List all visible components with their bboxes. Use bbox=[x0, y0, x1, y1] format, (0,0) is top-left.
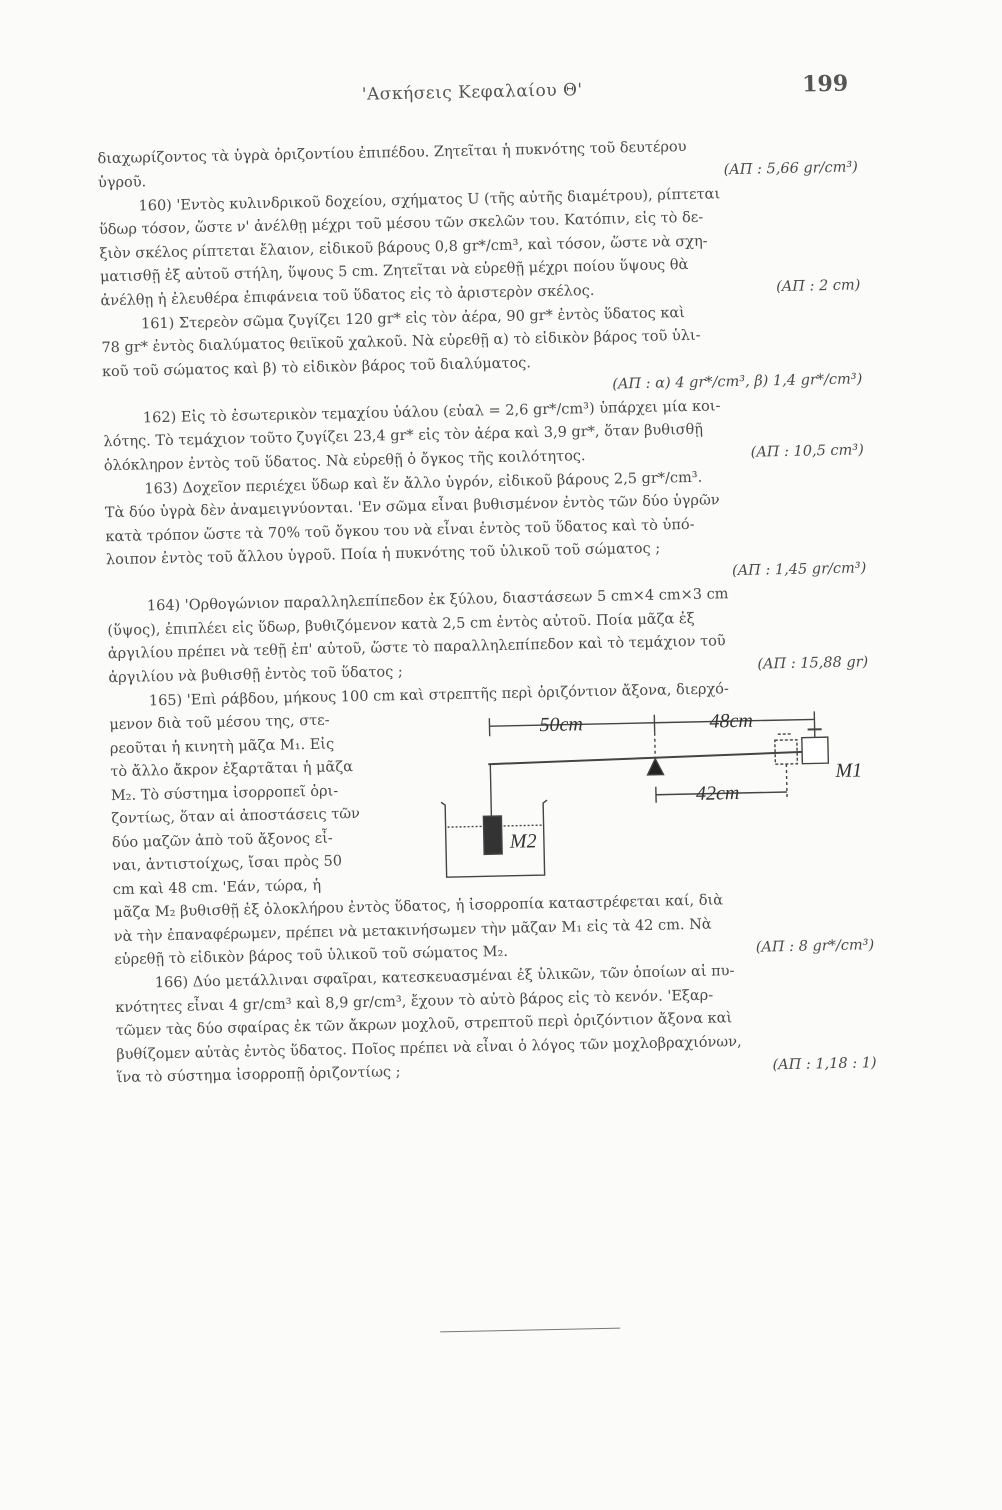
pivot-triangle bbox=[647, 759, 663, 775]
answer-160: (ΑΠ : 2 cm) bbox=[100, 274, 860, 313]
problem-165-line: εὑρεθῇ τὸ εἰδικὸν βάρος τοῦ ὑλικοῦ τοῦ σώματος M₂. bbox=[114, 933, 874, 972]
problem-162-line: ὁλόκληρον ἐντὸς τοῦ ὕδατος. Νὰ εὑρεθῇ ὁ ὄγκος τῆς κοιλότητος. bbox=[104, 439, 864, 478]
problem-160-line: ἀνέλθῃ ἡ ἐλευθέρα ἐπιφάνεια τοῦ ὕδατος εἰς τὸ ἀριστερὸν σκέλος. bbox=[100, 274, 860, 313]
label-50cm: 50cm bbox=[539, 713, 583, 736]
problem-161-line: κοῦ τοῦ σώματος καὶ β) τὸ εἰδικὸν βάρος τοῦ διαλύματος. bbox=[102, 345, 862, 384]
problem-165-col-line: ναι, ἀντιστοίχως, ἴσαι πρὸς 50 bbox=[112, 849, 392, 878]
problem-166-line: ἵνα τὸ σύστημα ἰσορροπῇ ὁριζοντίως ; bbox=[117, 1051, 877, 1090]
string bbox=[490, 764, 491, 816]
problem-165-col-line: ρεοῦται ἡ κινητὴ μᾶζα M₁. Εἰς bbox=[110, 732, 390, 761]
problem-165-col-line: cm καὶ 48 cm. 'Εάν, τώρα, ἡ bbox=[113, 873, 393, 902]
mass-m2 bbox=[483, 816, 502, 854]
problem-166-line: βυθίζομεν αὐτὰς ἐντὸς ὕδατος. Ποῖος πρέπει νὰ εἶναι ὁ λόγος τῶν μοχλοβραχιόνων, bbox=[116, 1028, 876, 1067]
problem-165-col-line: δύο μαζῶν ἀπὸ τοῦ ἄξονος εἶ- bbox=[112, 826, 392, 855]
answer-166: (ΑΠ : 1,18 : 1) bbox=[117, 1052, 877, 1091]
label-m2: M2 bbox=[509, 830, 537, 853]
body-text bbox=[97, 132, 877, 1091]
answer-165: (ΑΠ : 8 gr*/cm³) bbox=[114, 934, 874, 973]
problem-160-line: ξιὸν σκέλος ρίπτεται ἔλαιον, εἰδικοῦ βάρους 0,8 gr*/cm³, καὶ τόσον, ὥστε νὰ σχη- bbox=[99, 227, 859, 266]
problem-163-line: 163) Δοχεῖον περιέχει ὕδωρ καὶ ἕν ἄλλο ὑγρόν, εἰδικοῦ βάρους 2,5 gr*/cm³. bbox=[104, 463, 864, 502]
problem-160-line: 160) 'Εντὸς κυλινδρικοῦ δοχείου, σχήματος U (τῆς αὐτῆς διαμέτρου), ρίπτεται bbox=[98, 180, 858, 219]
problem-166-line: κνότητες εἶναι 4 gr/cm³ καὶ 8,9 gr/cm³, ἔχουν τὸ αὐτὸ βάρος εἰς τὸ κενόν. 'Εξαρ- bbox=[115, 981, 875, 1020]
intro-line: ὑγροῦ. bbox=[98, 156, 858, 195]
problem-165-column bbox=[109, 708, 393, 902]
problem-162-line: 162) Εἰς τὸ ἐσωτερικὸν τεμαχίου ὑάλου (εὑαλ = 2,6 gr*/cm³) ὑπάρχει μία κοι- bbox=[103, 392, 863, 431]
problem-162-line: λότης. Τὸ τεμάχιον τοῦτο ζυγίζει 23,4 gr* εἰς τὸν ἀέρα καὶ 3,9 gr*, ὅταν βυθισθῇ bbox=[103, 415, 863, 454]
page-number: 199 bbox=[802, 71, 848, 98]
problem-166-line: 166) Δύο μετάλλιναι σφαῖραι, κατεσκευασμέναι ἐξ ὑλικῶν, τῶν ὁποίων αἱ πυ- bbox=[115, 957, 875, 996]
lever-rod bbox=[488, 751, 815, 764]
problem-165-col-line: ζοντίως, ὅταν αἱ ἀποστάσεις τῶν bbox=[111, 802, 391, 831]
problem-163-line: κατὰ τρόπον ὥστε τὰ 70% τοῦ ὄγκου του νὰ εἶναι ἐντὸς τοῦ ὕδατος καὶ τὸ ὑπό- bbox=[105, 510, 865, 549]
problem-160-line: ὕδωρ τόσον, ὥστε ν' ἀνέλθῃ μέχρι τοῦ μέσου τῶν σκελῶν του. Κατόπιν, εἰς τὸ δε- bbox=[99, 203, 859, 242]
answer-intro: (ΑΠ : 5,66 gr/cm³) bbox=[98, 156, 858, 195]
problem-161-line: 78 gr* ἐντὸς διαλύματος θειϊκοῦ χαλκοῦ. Νὰ εὑρεθῇ α) τὸ εἰδικὸν βάρος τοῦ ὑλι- bbox=[101, 321, 861, 360]
problem-165-col-line: τὸ ἄλλο ἄκρον ἐξαρτᾶται ἡ μᾶζα bbox=[110, 755, 390, 784]
label-42cm: 42cm bbox=[696, 782, 740, 805]
problem-165-line: μᾶζα M₂ βυθισθῇ ἐξ ὁλοκλήρου ἐντὸς ὕδατος, ἡ ἰσορροπία καταστρέφεται καί, διὰ bbox=[113, 886, 873, 925]
answer-164: (ΑΠ : 15,88 gr) bbox=[108, 651, 868, 690]
problem-161-line: 161) Στερεὸν σῶμα ζυγίζει 120 gr* εἰς τὸν ἀέρα, 90 gr* ἐντὸς ὕδατος καὶ bbox=[101, 298, 861, 337]
label-48cm: 48cm bbox=[709, 710, 753, 733]
mass-m1 bbox=[802, 737, 829, 764]
intro-line: διαχωρίζοντος τὰ ὑγρὰ ὁριζοντίου ἐπιπέδου. Ζητεῖται ἡ πυκνότης τοῦ δευτέρου bbox=[97, 132, 857, 171]
label-m1: M1 bbox=[834, 759, 862, 782]
problem-164-line: 164) 'Ορθογώνιον παραλληλεπίπεδον ἐκ ξύλου, διαστάσεων 5 cm×4 cm×3 cm bbox=[107, 580, 867, 619]
problem-165-line: νὰ τὴν ἐπαναφέρωμεν, πρέπει νὰ μετακινήσωμεν τὴν μᾶζαν M₁ εἰς τὰ 42 cm. Νὰ bbox=[114, 910, 874, 949]
problem-164-line: (ὕψος), ἐπιπλέει εἰς ὕδωρ, βυθιζόμενον κατὰ 2,5 cm ἐντὸς αὐτοῦ. Ποία μᾶζα ἐξ bbox=[107, 604, 867, 643]
problem-166-line: τῶμεν τὰς δύο σφαίρας ἐκ τῶν ἄκρων μοχλοῦ, στρεπτοῦ περὶ ὁριζόντιον ἄξονα καὶ bbox=[116, 1004, 876, 1043]
lever-diagram bbox=[429, 698, 903, 888]
problem-165-block bbox=[109, 698, 873, 902]
problem-163-line: Τὰ δύο ὑγρὰ δὲν ἀναμειγνύονται. 'Εν σῶμα εἶναι βυθισμένον ἐντὸς τῶν δύο ὑγρῶν bbox=[105, 486, 865, 525]
problem-165-col-line: M₂. Τὸ σύστημα ἰσορροπεῖ ὁρι- bbox=[111, 779, 391, 808]
problem-165-line: 165) 'Επὶ ράβδου, μήκους 100 cm καὶ στρεπτῆς περὶ ὁριζόντιον ἄξονα, διερχό- bbox=[109, 675, 869, 714]
page-header bbox=[96, 75, 848, 121]
running-head: 'Ασκήσεις Κεφαλαίου Θ' bbox=[96, 75, 848, 111]
problem-165-col-line: μενον διὰ τοῦ μέσου της, στε- bbox=[109, 708, 389, 737]
problem-163-line: λοιπον ἐντὸς τοῦ ἄλλου ὑγροῦ. Ποία ἡ πυκνότης τοῦ ὑλικοῦ τοῦ σώματος ; bbox=[106, 533, 866, 572]
answer-161: (ΑΠ : α) 4 gr*/cm³, β) 1,4 gr*/cm³) bbox=[102, 368, 862, 407]
footer-rule bbox=[440, 1328, 620, 1333]
answer-163: (ΑΠ : 1,45 gr/cm³) bbox=[106, 557, 866, 596]
problem-164-line: ἀργιλίου πρέπει νὰ τεθῇ ἐπ' αὐτοῦ, ὥστε τὸ παραλληλεπίπεδον καὶ τὸ τεμάχιον τοῦ bbox=[108, 627, 868, 666]
answer-162: (ΑΠ : 10,5 cm³) bbox=[104, 439, 864, 478]
problem-160-line: ματισθῇ ἐξ αὐτοῦ στήλη, ὕψους 5 cm. Ζητεῖται νὰ εὑρεθῇ μέχρι ποίου ὕψους θὰ bbox=[100, 250, 860, 289]
problem-164-line: ἀργιλίου νὰ βυθισθῇ ἐντὸς τοῦ ὕδατος ; bbox=[108, 651, 868, 690]
